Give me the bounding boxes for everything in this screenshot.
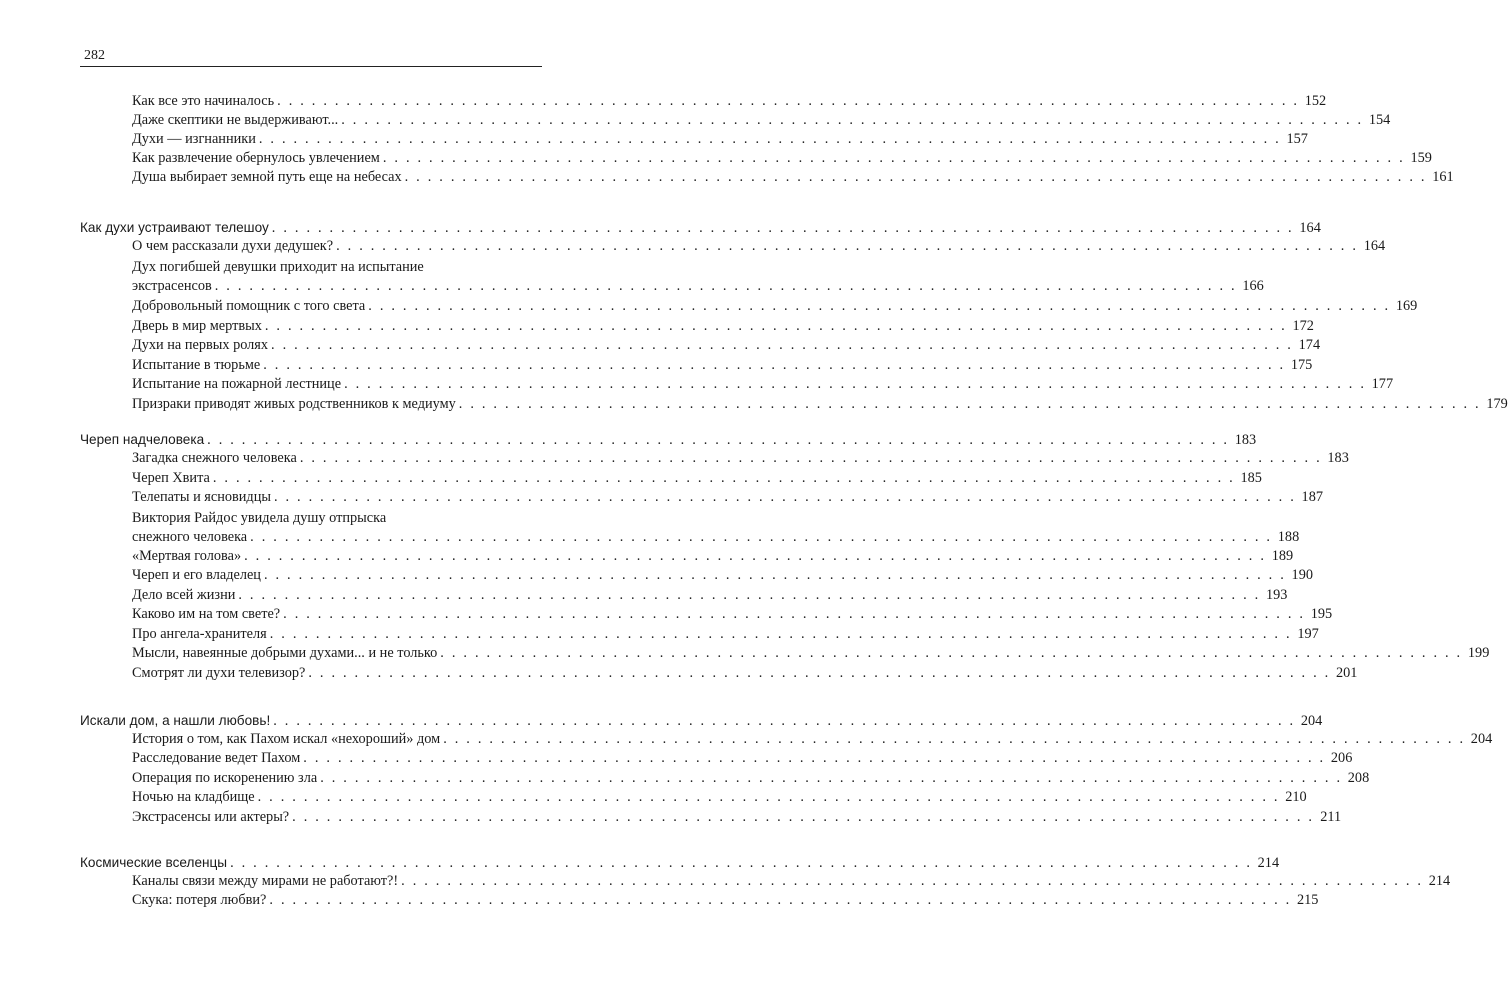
toc-entry-page: 204 xyxy=(1300,713,1323,729)
toc-entry-title: Призраки приводят живых родственников к медиуму xyxy=(132,396,456,412)
leader-dots xyxy=(269,891,1291,910)
toc-entry-page: 204 xyxy=(1470,731,1493,747)
toc-chapter[interactable] xyxy=(80,218,1321,237)
leader-dots xyxy=(303,749,1325,768)
toc-entry[interactable] xyxy=(132,749,1353,768)
toc-entry-page: 154 xyxy=(1368,112,1391,128)
leader-dots xyxy=(405,168,1427,187)
leader-dots xyxy=(440,644,1462,663)
toc-chapter[interactable] xyxy=(80,853,1280,872)
leader-dots xyxy=(263,356,1285,375)
leader-dots xyxy=(230,854,1252,873)
leader-dots xyxy=(258,788,1280,807)
toc-entry-page: 199 xyxy=(1467,645,1490,661)
toc-entry[interactable] xyxy=(132,528,1300,547)
toc-entry-title: «Мертвая голова» xyxy=(132,548,242,564)
leader-dots xyxy=(283,605,1305,624)
toc-entry-title: Душа выбирает земной путь еще на небесах xyxy=(132,169,402,185)
toc-entry[interactable] xyxy=(132,375,1394,394)
toc-entry-title: Испытание в тюрьме xyxy=(132,357,261,373)
toc-entry-page: 183 xyxy=(1327,450,1349,466)
toc-entry-page: 214 xyxy=(1428,873,1451,889)
toc-entry-title: Скука: потеря любви? xyxy=(132,892,267,908)
toc-entry-page: 175 xyxy=(1290,357,1313,373)
toc-entry-page: 195 xyxy=(1310,606,1333,622)
leader-dots xyxy=(300,449,1322,468)
toc-entry-title: Операция по искоренению зла xyxy=(132,770,318,786)
leader-dots xyxy=(320,769,1342,788)
toc-entry-page: 211 xyxy=(1320,809,1342,825)
toc-entry-page: 177 xyxy=(1371,376,1394,392)
toc-entry-page: 190 xyxy=(1291,567,1313,583)
toc-entry[interactable] xyxy=(132,336,1321,355)
toc-entry-page: 206 xyxy=(1330,750,1353,766)
toc-entry-page: 152 xyxy=(1304,93,1327,109)
leader-dots xyxy=(270,625,1292,644)
leader-dots xyxy=(308,664,1330,683)
toc-entry-title-line1[interactable]: Виктория Райдос увидела душу отпрыска xyxy=(132,510,387,526)
leader-dots xyxy=(264,566,1286,585)
toc-entry[interactable] xyxy=(132,664,1358,683)
toc-entry[interactable] xyxy=(132,317,1314,336)
toc-entry-page: 169 xyxy=(1395,298,1418,314)
toc-entry-title: снежного человека xyxy=(132,529,248,545)
toc-entry[interactable] xyxy=(132,488,1323,507)
toc-entry-title: О чем рассказали духи дедушек? xyxy=(132,238,334,254)
toc-entry[interactable] xyxy=(132,449,1349,468)
leader-dots xyxy=(277,92,1299,111)
toc-entry-page: 188 xyxy=(1277,529,1300,545)
toc-chapter-title: Как духи устраивают телешоу xyxy=(80,220,269,235)
toc-entry[interactable] xyxy=(132,149,1432,168)
toc-entry-page: 179 xyxy=(1486,396,1508,412)
toc-entry[interactable] xyxy=(132,605,1333,624)
toc-entry-title: Духи на первых ролях xyxy=(132,337,269,353)
leader-dots xyxy=(401,872,1423,891)
toc-entry-page: 208 xyxy=(1347,770,1370,786)
page-number: 282 xyxy=(84,48,105,63)
toc-entry-page: 187 xyxy=(1301,489,1323,505)
toc-entry-page: 193 xyxy=(1265,587,1288,603)
leader-dots xyxy=(274,488,1296,507)
leader-dots xyxy=(244,547,1266,566)
toc-entry[interactable] xyxy=(132,625,1319,644)
toc-entry-page: 185 xyxy=(1240,470,1262,486)
toc-entry[interactable] xyxy=(132,586,1288,605)
toc-entry-page: 215 xyxy=(1296,892,1319,908)
toc-entry-title: Мысли, навеянные добрыми духами... и не только xyxy=(132,645,438,661)
toc-entry-title: Дело всей жизни xyxy=(132,587,236,603)
toc-entry-title: Смотрят ли духи телевизор? xyxy=(132,665,306,681)
toc-entry[interactable] xyxy=(132,788,1307,807)
toc-entry-title: Каково им на том свете? xyxy=(132,606,281,622)
leader-dots xyxy=(259,130,1281,149)
leader-dots xyxy=(443,730,1465,749)
leader-dots xyxy=(207,431,1229,450)
toc-entry-page: 164 xyxy=(1299,220,1321,236)
leader-dots xyxy=(383,149,1405,168)
toc-entry-page: 197 xyxy=(1297,626,1319,642)
toc-entry[interactable] xyxy=(132,730,1493,749)
toc-chapter-title: Искали дом, а нашли любовь! xyxy=(80,713,271,728)
toc-entry-page: 174 xyxy=(1298,337,1321,353)
toc-entry[interactable] xyxy=(132,891,1319,910)
toc-entry[interactable] xyxy=(132,644,1490,663)
toc-entry[interactable] xyxy=(132,130,1308,149)
toc-entry-page: 164 xyxy=(1363,238,1386,254)
toc-entry-title: Загадка снежного человека xyxy=(132,450,297,466)
leader-dots xyxy=(459,395,1481,414)
toc-entry-title: Добровольный помощник с того света xyxy=(132,298,366,314)
toc-chapter[interactable] xyxy=(80,711,1323,730)
toc-entry[interactable] xyxy=(132,872,1451,891)
toc-entry-page: 159 xyxy=(1410,150,1432,166)
toc-entry-title: Про ангела-хранителя xyxy=(132,626,267,642)
toc-entry-title: Как развлечение обернулось увлечением xyxy=(132,150,380,166)
toc-entry-title: Дверь в мир мертвых xyxy=(132,318,262,334)
toc-entry-title: Как все это начиналось xyxy=(132,93,275,109)
toc-entry-title: Духи — изгнанники xyxy=(132,131,256,147)
toc-entry[interactable] xyxy=(132,277,1264,296)
toc-entry-page: 189 xyxy=(1271,548,1294,564)
toc-chapter-title: Череп надчеловека xyxy=(80,432,205,447)
toc-entry-title: Череп и его владелец xyxy=(132,567,261,583)
leader-dots xyxy=(273,712,1295,731)
toc-entry[interactable] xyxy=(132,395,1508,414)
leader-dots xyxy=(238,586,1260,605)
toc-entry-title: История о том, как Пахом искал «нехороший» дом xyxy=(132,731,441,747)
toc-entry-title: Каналы связи между мирами не работают?! xyxy=(132,873,399,889)
toc-entry-page: 166 xyxy=(1242,278,1264,294)
toc-entry-title: Телепаты и ясновидцы xyxy=(132,489,271,505)
toc-chapter-title: Космические вселенцы xyxy=(80,855,228,870)
leader-dots xyxy=(265,317,1287,336)
toc-entry-title: Ночью на кладбище xyxy=(132,789,255,805)
table-of-contents xyxy=(80,0,1508,1000)
toc-entry-page: 172 xyxy=(1292,318,1314,334)
toc-entry[interactable] xyxy=(132,356,1313,375)
toc-entry-title: Даже скептики не выдерживают... xyxy=(132,112,339,128)
leader-dots xyxy=(272,219,1294,238)
toc-entry[interactable] xyxy=(132,111,1391,130)
toc-entry[interactable] xyxy=(132,469,1262,488)
leader-dots xyxy=(271,336,1293,355)
toc-entry[interactable] xyxy=(132,237,1386,256)
toc-entry[interactable] xyxy=(132,808,1342,827)
toc-entry-page: 214 xyxy=(1257,855,1280,871)
toc-entry-page: 183 xyxy=(1234,432,1257,448)
leader-dots xyxy=(250,528,1272,547)
toc-entry-page: 201 xyxy=(1335,665,1358,681)
toc-entry-title: Экстрасенсы или актеры? xyxy=(132,809,290,825)
toc-entry-page: 157 xyxy=(1286,131,1308,147)
toc-entry[interactable] xyxy=(132,297,1418,316)
leader-dots xyxy=(292,808,1314,827)
leader-dots xyxy=(213,469,1235,488)
leader-dots xyxy=(341,111,1363,130)
toc-entry[interactable] xyxy=(132,769,1370,788)
toc-entry-page: 210 xyxy=(1285,789,1307,805)
toc-chapter[interactable] xyxy=(80,430,1257,449)
toc-entry[interactable] xyxy=(132,92,1327,111)
toc-entry-page: 161 xyxy=(1432,169,1454,185)
toc-entry-title-line1[interactable]: Дух погибшей девушки приходит на испытание xyxy=(132,259,424,275)
toc-entry[interactable] xyxy=(132,566,1313,585)
leader-dots xyxy=(344,375,1366,394)
toc-entry[interactable] xyxy=(132,168,1454,187)
toc-entry-title: Испытание на пожарной лестнице xyxy=(132,376,342,392)
leader-dots xyxy=(215,277,1237,296)
toc-entry-title: Череп Хвита xyxy=(132,470,210,486)
toc-entry-title: Расследование ведет Пахом xyxy=(132,750,301,766)
leader-dots xyxy=(336,237,1358,256)
toc-entry[interactable] xyxy=(132,547,1294,566)
toc-entry-title: экстрасенсов xyxy=(132,278,212,294)
leader-dots xyxy=(368,297,1390,316)
